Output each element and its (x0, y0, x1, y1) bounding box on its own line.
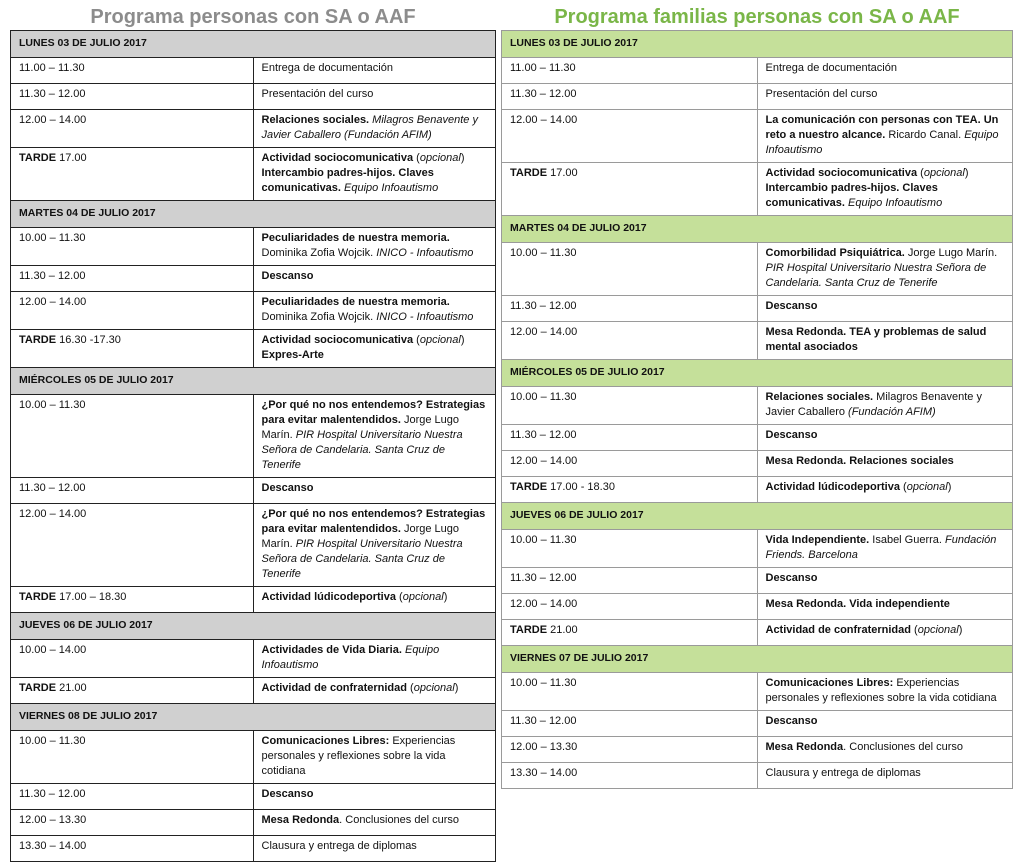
session-time (11, 678, 254, 704)
session-row (502, 243, 1013, 296)
session-time (11, 731, 254, 784)
session-activity-text: Mesa Redonda. Vida independiente (765, 598, 950, 610)
session-time (502, 673, 758, 711)
session-time (11, 395, 254, 478)
program-families-column (501, 4, 1013, 789)
session-row (502, 387, 1013, 425)
session-activity-text: Mesa Redonda (765, 741, 844, 753)
session-activity-text: ) (454, 682, 459, 694)
session-activity (253, 587, 496, 613)
day-header: LUNES 03 DE JULIO 2017 (502, 31, 1013, 58)
session-row (11, 678, 496, 704)
day-header: LUNES 03 DE JULIO 2017 (11, 31, 496, 58)
session-activity-text: Comunicaciones Libres: (765, 677, 894, 689)
session-time-value: 12.00 – 13.30 (19, 814, 87, 826)
session-row (502, 451, 1013, 477)
session-time (502, 243, 758, 296)
session-activity (757, 84, 1013, 110)
session-time (502, 296, 758, 322)
session-time-value: 12.00 – 14.00 (19, 296, 87, 308)
session-activity (253, 836, 496, 862)
day-header: MIÉRCOLES 05 DE JULIO 2017 (502, 360, 1013, 387)
session-time-value: 11.30 – 12.00 (19, 482, 86, 494)
day-header-row (502, 360, 1013, 387)
session-row (11, 810, 496, 836)
session-row (502, 763, 1013, 789)
session-row (11, 836, 496, 862)
session-activity-text: Actividades de Vida Diaria. (261, 644, 402, 656)
session-time (11, 110, 254, 148)
session-activity (757, 110, 1013, 163)
session-activity-text: Relaciones sociales. (261, 114, 370, 126)
session-row (502, 84, 1013, 110)
session-time (502, 568, 758, 594)
session-activity-text: opcional (917, 624, 959, 636)
session-activity-text: ) (460, 334, 465, 346)
session-activity-text: Mesa Redonda (261, 814, 340, 826)
session-activity-text: INICO - Infoautismo (376, 311, 474, 323)
session-time-value: 11.30 – 12.00 (510, 572, 577, 584)
session-activity (757, 163, 1013, 216)
session-time-label: TARDE (19, 682, 57, 694)
day-header-row (11, 613, 496, 640)
session-activity-text: Milagros Benavente y Javier Caballero (Fundación AFIM) (261, 114, 478, 141)
session-activity (253, 228, 496, 266)
session-activity (757, 673, 1013, 711)
session-activity-text: Descanso (765, 572, 818, 584)
session-time-value: 11.30 – 12.00 (510, 88, 577, 100)
session-activity-text: opcional (906, 481, 948, 493)
session-activity-text: Intercambio padres-hijos. Claves comunicativas. (765, 182, 938, 209)
session-time-value: 10.00 – 11.30 (19, 232, 86, 244)
session-time (502, 594, 758, 620)
session-activity-text: Intercambio padres-hijos. Claves comunicativas. (261, 167, 434, 194)
session-row (502, 58, 1013, 84)
session-row (11, 640, 496, 678)
session-row (11, 148, 496, 201)
session-activity-text: ) (443, 591, 448, 603)
session-time (11, 84, 254, 110)
session-time-value: 11.30 – 12.00 (510, 300, 577, 312)
session-row (11, 110, 496, 148)
session-time-value: 10.00 – 14.00 (19, 644, 87, 656)
session-activity (253, 640, 496, 678)
session-activity-text: Peculiaridades de nuestra memoria. (261, 232, 450, 244)
session-activity (253, 84, 496, 110)
session-activity-text: Peculiaridades de nuestra memoria. (261, 296, 450, 308)
session-activity (253, 266, 496, 292)
session-activity-text: Equipo Infoautismo (261, 644, 440, 671)
session-activity-text: Comunicaciones Libres: (261, 735, 390, 747)
session-activity-text: Entrega de documentación (261, 62, 393, 74)
day-header: VIERNES 07 DE JULIO 2017 (502, 646, 1013, 673)
session-row (502, 620, 1013, 646)
session-time-value: 11.30 – 12.00 (19, 788, 86, 800)
session-time-value: 13.30 – 14.00 (19, 840, 87, 852)
session-time-value: 12.00 – 14.00 (19, 114, 87, 126)
session-activity (757, 425, 1013, 451)
session-activity-text: opcional (419, 152, 461, 164)
session-activity-text: Mesa Redonda. TEA y problemas de salud mental asociados (765, 326, 987, 353)
session-activity-text: Vida Independiente. (765, 534, 870, 546)
session-activity-text: Jorge Lugo Marín. (904, 247, 998, 259)
session-activity-text: Actividad lúdicodeportiva (765, 481, 900, 493)
session-activity-text: Equipo Infoautismo (340, 182, 439, 194)
session-activity (253, 330, 496, 368)
session-time (11, 266, 254, 292)
session-activity (253, 395, 496, 478)
session-activity-text: . Conclusiones del curso (339, 814, 459, 826)
session-activity-text: Fundación Friends. Barcelona (765, 534, 997, 561)
session-activity-text: Equipo Infoautismo (844, 197, 943, 209)
day-header-row (11, 201, 496, 228)
session-activity-text: Actividad lúdicodeportiva (261, 591, 396, 603)
day-header-row (502, 646, 1013, 673)
day-header-row (502, 216, 1013, 243)
session-activity-text: ) (958, 624, 963, 636)
session-activity-text: opcional (413, 682, 455, 694)
session-time-value: 21.00 (547, 624, 578, 636)
session-time (11, 640, 254, 678)
session-time (11, 504, 254, 587)
session-activity-text: Descanso (765, 715, 818, 727)
session-time (11, 330, 254, 368)
session-time (11, 148, 254, 201)
session-row (11, 266, 496, 292)
program-persons-column (10, 4, 496, 862)
program-families-table (501, 30, 1013, 789)
session-activity-text: Entrega de documentación (765, 62, 897, 74)
session-time-value: 11.00 – 11.30 (19, 62, 85, 74)
session-activity-text: Mesa Redonda. Relaciones sociales (765, 455, 954, 467)
session-activity-text: ( (413, 334, 420, 346)
session-time (11, 587, 254, 613)
session-activity-text: La comunicación con personas con TEA. Un reto a nuestro alcance. (765, 114, 999, 141)
session-time-value: 12.00 – 14.00 (510, 598, 578, 610)
session-activity-text: Jorge Lugo Marín. (261, 414, 459, 441)
session-activity (757, 477, 1013, 503)
session-time-value: 12.00 – 13.30 (510, 741, 578, 753)
session-activity-text: Presentación del curso (765, 88, 878, 100)
session-time (502, 163, 758, 216)
session-activity-text: PIR Hospital Universitario Nuestra Señora de Candelaria. Santa Cruz de Tenerife (765, 262, 987, 289)
session-activity-text: Ricardo Canal. (885, 129, 965, 141)
session-activity-text: PIR Hospital Universitario Nuestra Señora de Candelaria. Santa Cruz de Tenerife (261, 538, 463, 580)
session-activity (253, 478, 496, 504)
session-activity-text: ( (899, 481, 907, 493)
session-activity-text: Descanso (261, 270, 314, 282)
session-row (502, 737, 1013, 763)
session-time-value: 13.30 – 14.00 (510, 767, 578, 779)
session-activity-text: Actividad sociocomunicativa (261, 334, 414, 346)
session-activity (757, 451, 1013, 477)
day-header: JUEVES 06 DE JULIO 2017 (502, 503, 1013, 530)
session-time-value: 11.00 – 11.30 (510, 62, 576, 74)
session-activity-text: Clausura y entrega de diplomas (765, 767, 921, 779)
session-time-value: 16.30 -17.30 (56, 334, 121, 346)
session-time (11, 784, 254, 810)
session-activity-text: ( (910, 624, 918, 636)
program-persons-title: Programa personas con SA o AAF (90, 6, 416, 28)
session-activity-text: Actividad de confraternidad (261, 682, 407, 694)
session-activity (253, 148, 496, 201)
day-header: MARTES 04 DE JULIO 2017 (11, 201, 496, 228)
session-activity-text: Descanso (765, 300, 818, 312)
session-row (11, 784, 496, 810)
program-families-title: Programa familias personas con SA o AAF (554, 6, 960, 28)
session-activity-text: Clausura y entrega de diplomas (261, 840, 417, 852)
session-activity-text: ) (964, 167, 969, 179)
session-activity (757, 737, 1013, 763)
day-header: VIERNES 08 DE JULIO 2017 (11, 704, 496, 731)
session-time-value: 10.00 – 11.30 (510, 677, 577, 689)
session-time (502, 477, 758, 503)
session-activity (757, 620, 1013, 646)
session-activity-text: Descanso (261, 788, 314, 800)
session-time (502, 451, 758, 477)
day-header-row (11, 704, 496, 731)
session-time-value: 17.00 – 18.30 (56, 591, 127, 603)
session-time-value: 17.00 (547, 167, 578, 179)
session-activity (757, 243, 1013, 296)
session-time-label: TARDE (19, 152, 57, 164)
session-row (11, 587, 496, 613)
session-activity (253, 110, 496, 148)
session-time-label: TARDE (510, 624, 548, 636)
session-row (11, 478, 496, 504)
session-activity-text: Experiencias personales y reflexiones sobre la vida cotidiana (765, 677, 997, 704)
session-time-value: 12.00 – 14.00 (510, 455, 578, 467)
session-row (502, 322, 1013, 360)
session-activity (253, 678, 496, 704)
session-activity (253, 784, 496, 810)
session-time (502, 737, 758, 763)
session-activity (757, 711, 1013, 737)
session-activity (253, 810, 496, 836)
session-activity (757, 296, 1013, 322)
session-activity-text: Expres-Arte (261, 349, 324, 361)
session-activity (757, 594, 1013, 620)
day-header: JUEVES 06 DE JULIO 2017 (11, 613, 496, 640)
session-activity-text: Isabel Guerra. (869, 534, 946, 546)
session-row (502, 110, 1013, 163)
day-header-row (11, 368, 496, 395)
session-activity-text: Actividad de confraternidad (765, 624, 911, 636)
session-time-label: TARDE (19, 591, 57, 603)
session-activity-text: Equipo Infoautismo (765, 129, 999, 156)
session-time (502, 530, 758, 568)
session-activity-text: Actividad sociocomunicativa (261, 152, 414, 164)
session-activity-text: Dominika Zofia Wojcik. (261, 247, 377, 259)
session-time (502, 387, 758, 425)
session-time-value: 11.30 – 12.00 (19, 88, 86, 100)
session-row (11, 330, 496, 368)
session-activity (757, 387, 1013, 425)
session-row (11, 504, 496, 587)
session-activity-text: opcional (402, 591, 444, 603)
session-activity-text: Experiencias personales y reflexiones sobre la vida cotidiana (261, 735, 456, 777)
session-time-value: 11.30 – 12.00 (510, 429, 577, 441)
session-time (11, 478, 254, 504)
session-time (502, 711, 758, 737)
session-time-value: 10.00 – 11.30 (19, 399, 86, 411)
session-activity (253, 58, 496, 84)
session-activity-text: Actividad sociocomunicativa (765, 167, 918, 179)
session-row (502, 296, 1013, 322)
session-activity-text: ) (947, 481, 952, 493)
day-header: MIÉRCOLES 05 DE JULIO 2017 (11, 368, 496, 395)
session-time (502, 58, 758, 84)
program-persons-table (10, 30, 496, 862)
session-row (11, 395, 496, 478)
session-time (11, 228, 254, 266)
session-activity-text: ¿Por qué no nos entendemos? Estrategias para evitar malentendidos. (261, 508, 486, 535)
session-time (502, 110, 758, 163)
session-activity-text: Descanso (261, 482, 314, 494)
session-activity-text: opcional (419, 334, 461, 346)
session-activity (253, 731, 496, 784)
session-activity-text: Jorge Lugo Marín. (261, 523, 459, 550)
session-activity-text: ( (395, 591, 403, 603)
session-time-value: 12.00 – 14.00 (510, 114, 578, 126)
session-row (502, 711, 1013, 737)
session-activity-text: Dominika Zofia Wojcik. (261, 311, 377, 323)
session-time-value: 10.00 – 11.30 (19, 735, 86, 747)
session-activity (253, 504, 496, 587)
session-time (11, 810, 254, 836)
session-time-value: 10.00 – 11.30 (510, 247, 577, 259)
session-row (502, 594, 1013, 620)
session-time (502, 763, 758, 789)
session-activity (757, 322, 1013, 360)
session-time (502, 322, 758, 360)
session-row (11, 228, 496, 266)
session-time-value: 17.00 (56, 152, 87, 164)
session-activity (757, 530, 1013, 568)
session-time-value: 17.00 - 18.30 (547, 481, 615, 493)
session-row (502, 425, 1013, 451)
session-activity-text: . Conclusiones del curso (843, 741, 963, 753)
session-activity-text: ¿Por qué no nos entendemos? Estrategias para evitar malentendidos. (261, 399, 486, 426)
session-row (502, 163, 1013, 216)
session-time-value: 12.00 – 14.00 (19, 508, 87, 520)
session-time (502, 620, 758, 646)
session-activity-text: PIR Hospital Universitario Nuestra Señora de Candelaria. Santa Cruz de Tenerife (261, 429, 463, 471)
session-time (11, 292, 254, 330)
session-time-value: 10.00 – 11.30 (510, 391, 577, 403)
session-activity-text: ( (413, 152, 420, 164)
session-activity-text: Relaciones sociales. (765, 391, 874, 403)
session-row (502, 530, 1013, 568)
session-row (11, 731, 496, 784)
day-header: MARTES 04 DE JULIO 2017 (502, 216, 1013, 243)
session-activity-text: Milagros Benavente y Javier Caballero (765, 391, 982, 418)
session-activity (757, 58, 1013, 84)
session-time-value: 21.00 (56, 682, 87, 694)
session-row (11, 58, 496, 84)
session-row (11, 292, 496, 330)
session-row (502, 568, 1013, 594)
session-activity-text: (Fundación AFIM) (848, 406, 936, 418)
session-row (502, 477, 1013, 503)
session-time-value: 11.30 – 12.00 (510, 715, 577, 727)
session-row (11, 84, 496, 110)
day-header-row (502, 503, 1013, 530)
session-row (502, 673, 1013, 711)
session-activity-text: opcional (923, 167, 965, 179)
session-time-value: 11.30 – 12.00 (19, 270, 86, 282)
day-header-row (502, 31, 1013, 58)
session-time-value: 10.00 – 11.30 (510, 534, 577, 546)
session-time (11, 836, 254, 862)
session-time-value: 12.00 – 14.00 (510, 326, 578, 338)
session-activity-text: ) (460, 152, 465, 164)
session-activity (253, 292, 496, 330)
session-time-label: TARDE (510, 481, 548, 493)
session-activity-text: INICO - Infoautismo (376, 247, 474, 259)
session-activity-text: Comorbilidad Psiquiátrica. (765, 247, 905, 259)
session-time-label: TARDE (19, 334, 57, 346)
session-time-label: TARDE (510, 167, 548, 179)
session-activity (757, 568, 1013, 594)
session-activity-text: Presentación del curso (261, 88, 374, 100)
session-time (502, 425, 758, 451)
session-activity-text: Descanso (765, 429, 818, 441)
session-activity-text: ( (917, 167, 924, 179)
session-activity-text: ( (406, 682, 414, 694)
session-time (502, 84, 758, 110)
day-header-row (11, 31, 496, 58)
session-activity (757, 763, 1013, 789)
session-time (11, 58, 254, 84)
